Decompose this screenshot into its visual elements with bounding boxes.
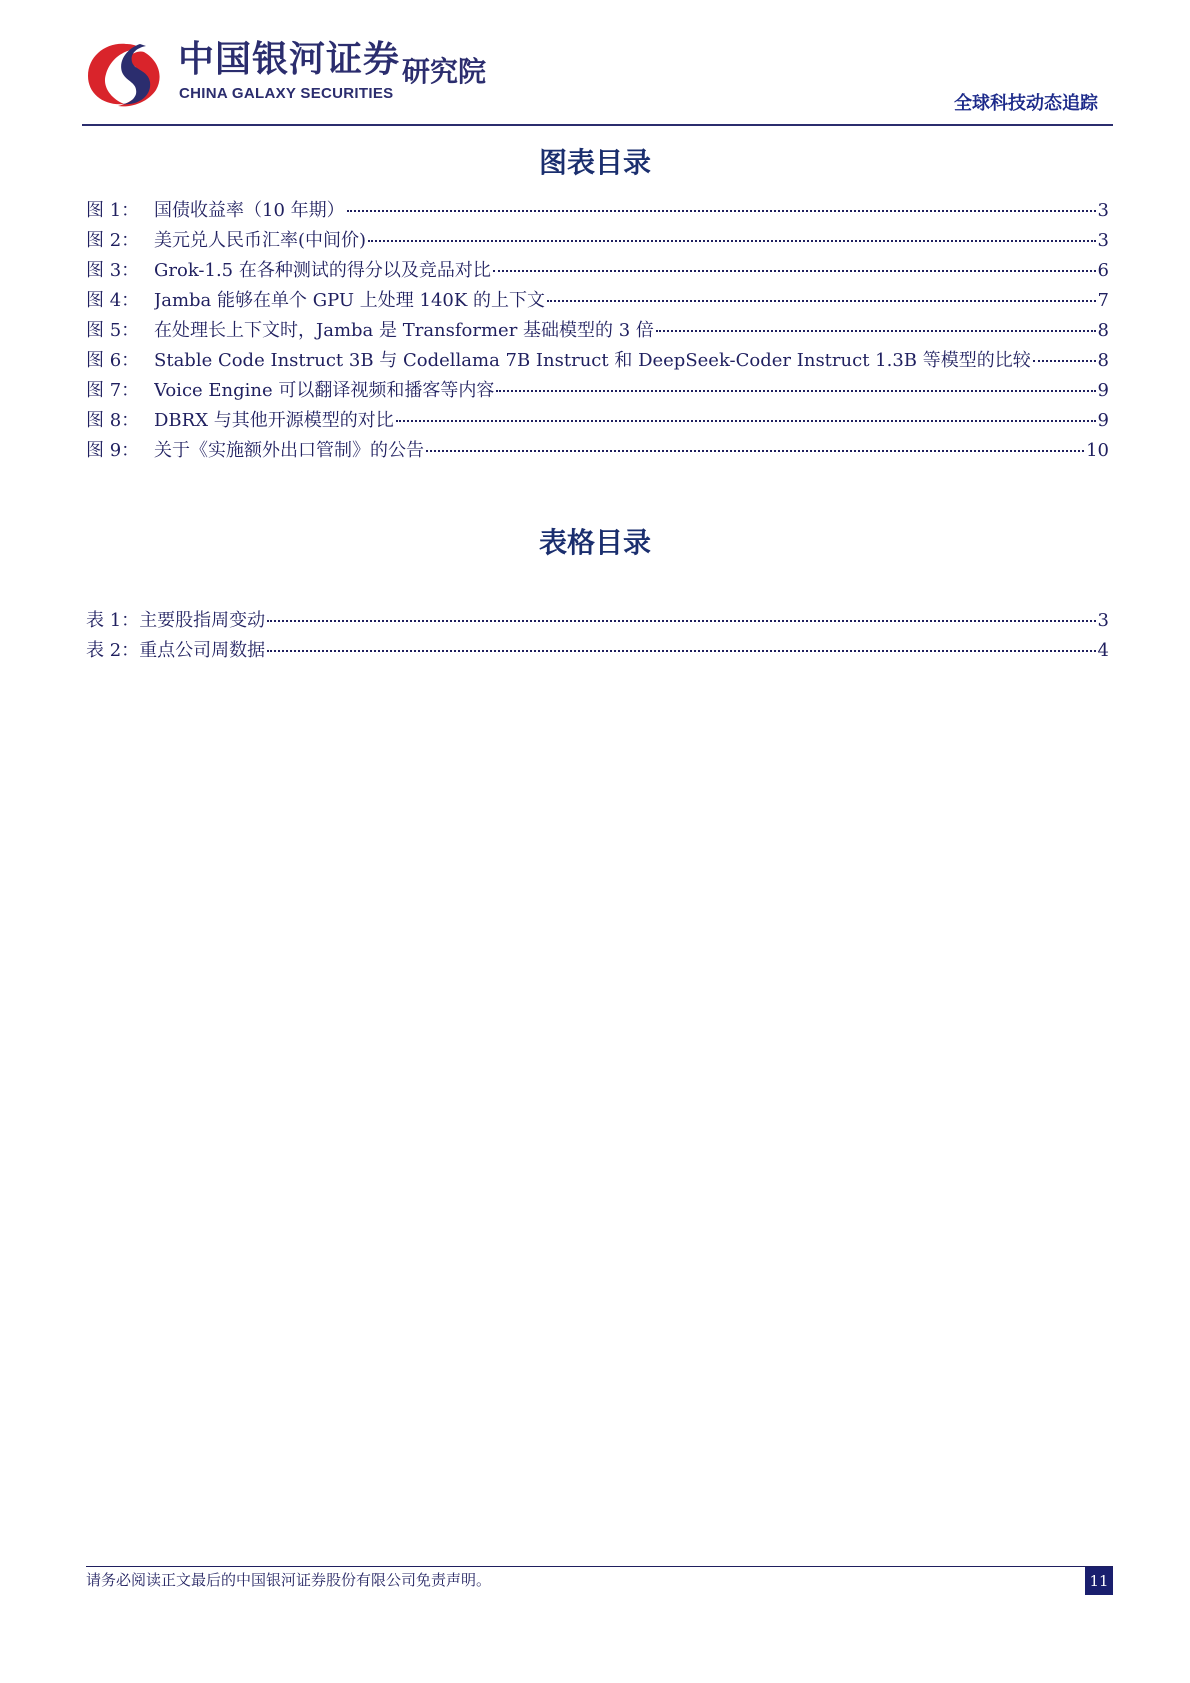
toc-entry-title: Jamba 能够在单个 GPU 上处理 140K 的上下文 bbox=[154, 290, 546, 311]
toc-leader-dots bbox=[426, 450, 1084, 452]
toc-entry-label: 表 1： bbox=[86, 610, 140, 631]
toc-leader-dots bbox=[1033, 360, 1096, 362]
toc-entry-label: 图 5： bbox=[86, 320, 140, 341]
toc-entry-page: 10 bbox=[1086, 440, 1109, 461]
toc-entry-title: 重点公司周数据 bbox=[139, 640, 266, 661]
toc-entry-label: 图 4： bbox=[86, 290, 140, 311]
toc-entry-title: 美元兑人民币汇率(中间价) bbox=[154, 230, 367, 251]
toc-entry-page: 3 bbox=[1097, 610, 1109, 631]
toc-entry-page: 6 bbox=[1097, 260, 1109, 281]
report-title: 全球科技动态追踪 bbox=[954, 93, 1098, 114]
toc-entry-page: 9 bbox=[1097, 410, 1109, 431]
toc-entry-title: DBRX 与其他开源模型的对比 bbox=[154, 410, 394, 431]
toc-entry-label: 图 1： bbox=[86, 200, 140, 221]
toc-entry[interactable] bbox=[86, 406, 1109, 436]
toc-entry-title: Grok-1.5 在各种测试的得分以及竞品对比 bbox=[154, 260, 491, 281]
page-number: 11 bbox=[1085, 1567, 1113, 1595]
toc-entry-title: Voice Engine 可以翻译视频和播客等内容 bbox=[154, 380, 495, 401]
footer-disclaimer: 请务必阅读正文最后的中国银河证券股份有限公司免责声明。 bbox=[86, 1571, 492, 1589]
toc-entry[interactable] bbox=[86, 436, 1109, 466]
toc-leader-dots bbox=[267, 650, 1095, 652]
toc-entry-title: 关于《实施额外出口管制》的公告 bbox=[154, 440, 424, 461]
toc-entry[interactable] bbox=[86, 256, 1109, 286]
toc-entry[interactable] bbox=[86, 226, 1109, 256]
brand-name-cn: 中国银河证券 bbox=[178, 39, 401, 80]
toc-leader-dots bbox=[368, 240, 1096, 242]
tables-toc-list bbox=[86, 606, 1109, 666]
toc-leader-dots bbox=[547, 300, 1096, 302]
toc-entry-page: 8 bbox=[1097, 350, 1109, 371]
figures-toc-list bbox=[86, 196, 1109, 466]
toc-entry-page: 8 bbox=[1097, 320, 1109, 341]
toc-entry-title: 主要股指周变动 bbox=[139, 610, 266, 631]
toc-entry-label: 图 7： bbox=[86, 380, 140, 401]
toc-entry[interactable] bbox=[86, 196, 1109, 226]
toc-entry-page: 7 bbox=[1097, 290, 1109, 311]
toc-entry[interactable] bbox=[86, 346, 1109, 376]
toc-leader-dots bbox=[493, 270, 1096, 272]
figures-toc-title: 图表目录 bbox=[538, 146, 651, 179]
institute-label: 研究院 bbox=[402, 55, 487, 88]
toc-entry-label: 图 3： bbox=[86, 260, 140, 281]
china-galaxy-logo-icon bbox=[82, 38, 168, 110]
footer-divider bbox=[86, 1566, 1113, 1567]
toc-entry-label: 图 8： bbox=[86, 410, 140, 431]
toc-entry-label: 图 6： bbox=[86, 350, 140, 371]
toc-entry-title: Stable Code Instruct 3B 与 Codellama 7B Instruct 和 DeepSeek-Coder Instruct 1.3B 等模型的比较 bbox=[154, 350, 1031, 371]
toc-entry-page: 3 bbox=[1097, 230, 1109, 251]
toc-leader-dots bbox=[267, 620, 1095, 622]
toc-leader-dots bbox=[496, 390, 1095, 392]
toc-entry[interactable] bbox=[86, 286, 1109, 316]
tables-toc-title: 表格目录 bbox=[538, 526, 651, 559]
toc-entry-label: 表 2： bbox=[86, 640, 140, 661]
page-header bbox=[0, 0, 1190, 130]
toc-leader-dots bbox=[656, 330, 1096, 332]
toc-entry[interactable] bbox=[86, 606, 1109, 636]
toc-entry[interactable] bbox=[86, 376, 1109, 406]
toc-entry[interactable] bbox=[86, 316, 1109, 346]
toc-entry-page: 4 bbox=[1097, 640, 1109, 661]
toc-entry-page: 3 bbox=[1097, 200, 1109, 221]
toc-entry[interactable] bbox=[86, 636, 1109, 666]
toc-entry-label: 图 2： bbox=[86, 230, 140, 251]
header-divider bbox=[82, 124, 1113, 126]
toc-entry-title: 国债收益率（10 年期） bbox=[154, 200, 345, 221]
toc-leader-dots bbox=[347, 210, 1096, 212]
toc-leader-dots bbox=[396, 420, 1096, 422]
brand-name-en: CHINA GALAXY SECURITIES bbox=[179, 85, 394, 102]
toc-entry-page: 9 bbox=[1097, 380, 1109, 401]
toc-entry-title: 在处理长上下文时，Jamba 是 Transformer 基础模型的 3 倍 bbox=[154, 320, 654, 341]
toc-entry-label: 图 9： bbox=[86, 440, 140, 461]
